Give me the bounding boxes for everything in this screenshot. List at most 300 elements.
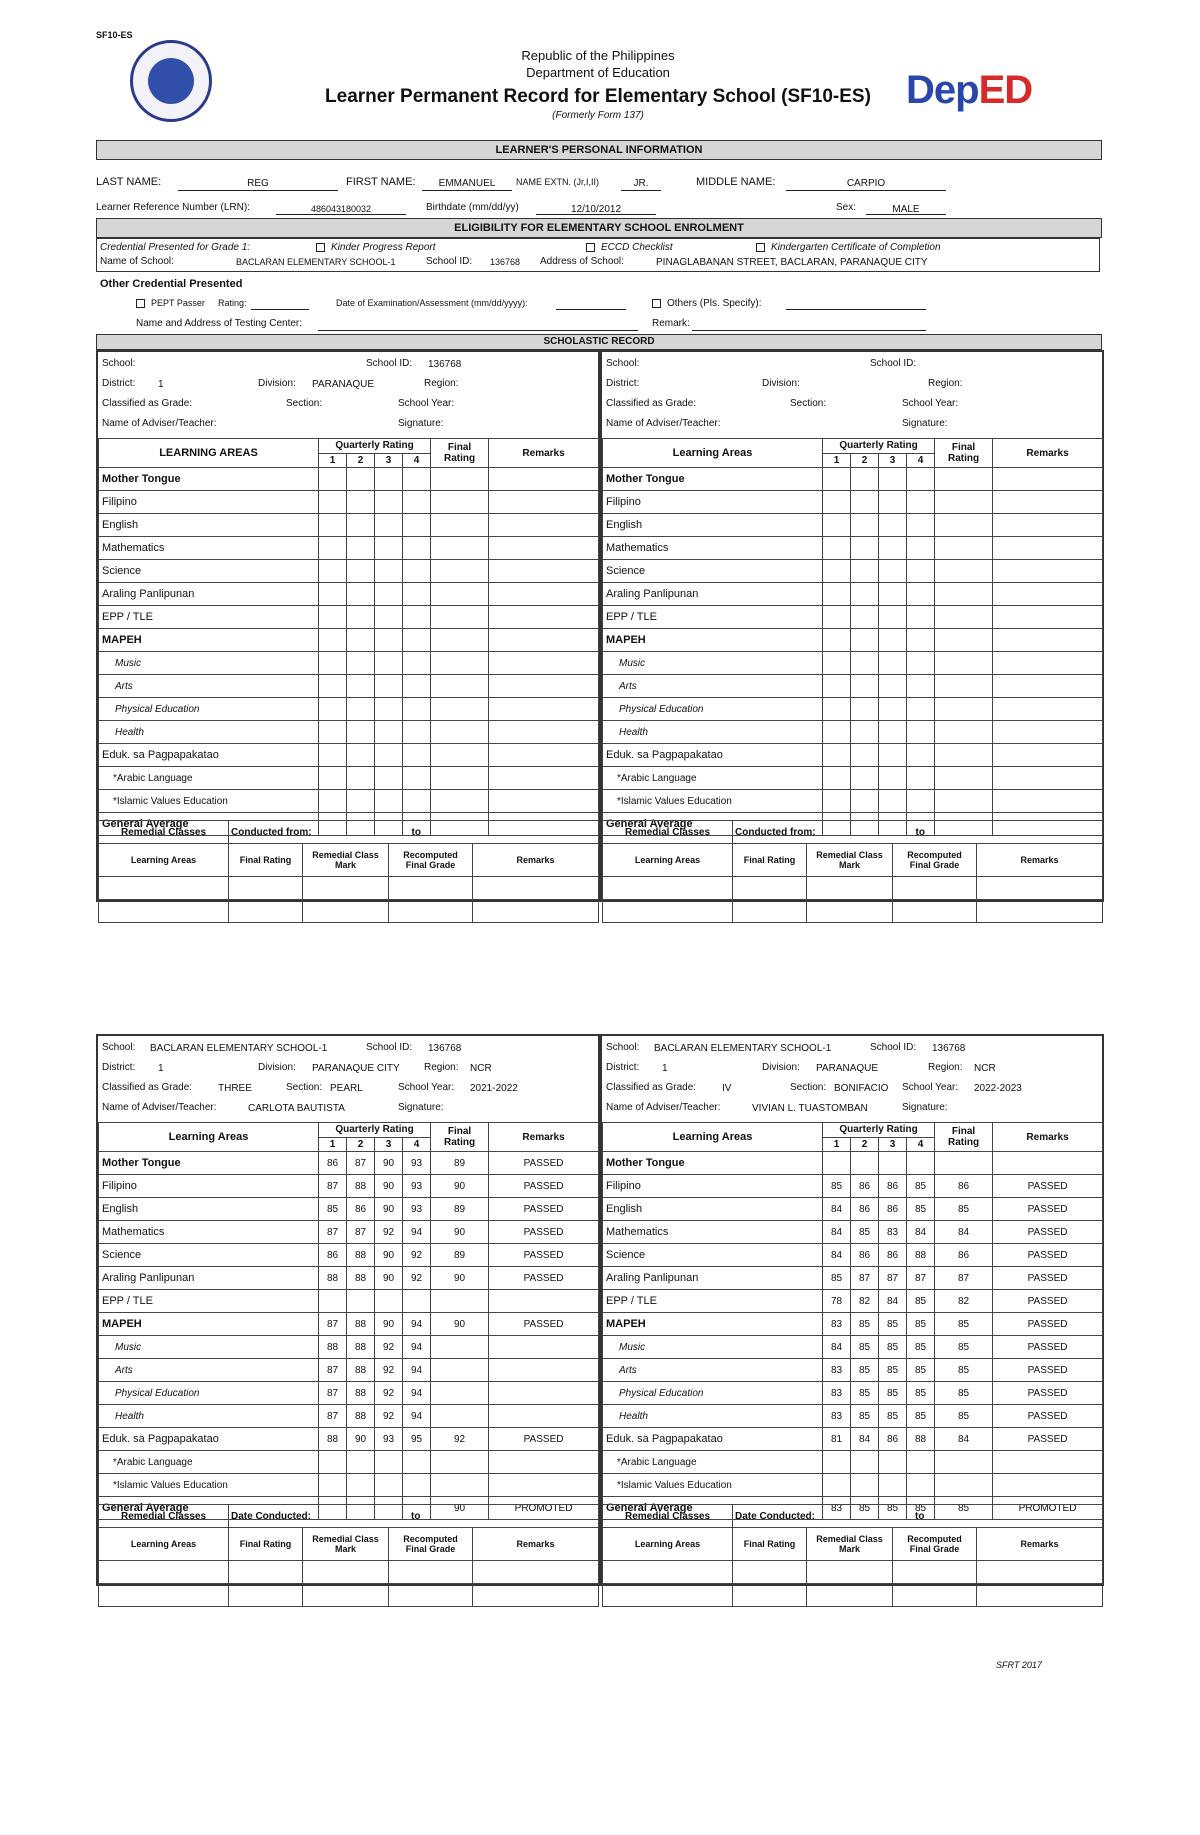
remedial-cell[interactable]	[893, 1584, 977, 1607]
quarter-grade: 84	[823, 1244, 851, 1267]
remedial-row	[99, 1561, 599, 1584]
remedial-cell[interactable]	[807, 900, 893, 923]
remark	[489, 1474, 599, 1497]
subject-name: Araling Panlipunan	[603, 583, 823, 606]
quarter-grade: 92	[375, 1359, 403, 1382]
form-title: Learner Permanent Record for Elementary School (SF10-ES)	[325, 86, 871, 107]
remedial-cell[interactable]	[603, 1561, 733, 1584]
remark	[489, 629, 599, 652]
quarter-grade	[319, 1451, 347, 1474]
section-label: Section:	[790, 1082, 827, 1093]
grade-row	[99, 1175, 599, 1198]
kinder-cert-option: Kindergarten Certificate of Completion	[756, 242, 941, 253]
remark	[993, 560, 1103, 583]
remedial-cell[interactable]	[389, 877, 473, 900]
others-checkbox[interactable]	[652, 299, 661, 308]
subject-name: Health	[99, 721, 319, 744]
kinder-cert-checkbox[interactable]	[756, 243, 765, 252]
quarter-grade	[851, 744, 879, 767]
block-border	[600, 350, 1104, 902]
subject-name: English	[99, 1198, 319, 1221]
remedial-cell[interactable]	[303, 1584, 389, 1607]
conducted-label: Conducted from:	[231, 826, 312, 838]
division-label: Division:	[762, 378, 800, 389]
quarter-grade	[879, 698, 907, 721]
quarter-grade	[851, 491, 879, 514]
quarter-grade: 94	[403, 1382, 431, 1405]
district-value: 1	[158, 1063, 164, 1074]
quarter-grade	[375, 468, 403, 491]
scholastic-header: SCHOLASTIC RECORD	[96, 334, 1102, 350]
quarter-grade: 85	[907, 1497, 935, 1520]
subject-name: Arts	[99, 675, 319, 698]
school-id-label: School ID:	[366, 358, 413, 369]
quarter-grade	[347, 1290, 375, 1313]
grade-value: THREE	[218, 1083, 252, 1094]
school-id-label: School ID:	[366, 1042, 413, 1053]
pept-checkbox[interactable]	[136, 299, 145, 308]
final-rating	[431, 491, 489, 514]
remedial-cell[interactable]	[389, 900, 473, 923]
quarter-grade	[319, 514, 347, 537]
quarter-grade: 86	[319, 1244, 347, 1267]
remedial-header-text: Recomputed	[907, 1534, 962, 1544]
school-value: BACLARAN ELEMENTARY SCHOOL-1	[654, 1043, 832, 1054]
quarter-grade	[375, 560, 403, 583]
remedial-row	[603, 877, 1103, 900]
subject-name: English	[603, 1198, 823, 1221]
remedial-header-text: Remarks	[1020, 855, 1059, 865]
quarter-grade: 94	[403, 1221, 431, 1244]
final-rating	[431, 790, 489, 813]
others-option: Others (Pls. Specify):	[652, 298, 761, 309]
grade-row	[99, 629, 599, 652]
adviser-label: Name of Adviser/Teacher:	[606, 1102, 721, 1113]
quarter-grade	[403, 537, 431, 560]
eligibility-header: ELIGIBILITY FOR ELEMENTARY SCHOOL ENROLMENT	[96, 218, 1102, 238]
quarter-grade: 90	[375, 1267, 403, 1290]
remark-label: Remark:	[652, 318, 690, 329]
final-rating: 90	[431, 1221, 489, 1244]
remark: PASSED	[489, 1198, 599, 1221]
quarter-q1-header: 1	[823, 1137, 851, 1152]
quarter-grade: 83	[823, 1359, 851, 1382]
quarter-grade	[851, 698, 879, 721]
grades-header-row	[603, 1123, 1103, 1138]
quarter-grade: 94	[403, 1336, 431, 1359]
eccd-checkbox[interactable]	[586, 243, 595, 252]
remark	[993, 1474, 1103, 1497]
subject-name: Physical Education	[603, 1382, 823, 1405]
remedial-header-text: Final Rating	[743, 855, 796, 865]
lrn-value: 486043180032	[310, 204, 372, 214]
quarter-grade	[403, 560, 431, 583]
remedial-col-header	[807, 1528, 893, 1561]
grade-value: IV	[722, 1083, 732, 1094]
subject-name: Science	[603, 560, 823, 583]
remedial-col-header	[893, 1528, 977, 1561]
remedial-cell[interactable]	[977, 1561, 1103, 1584]
remedial-col-header	[733, 844, 807, 877]
quarter-grade: 85	[879, 1313, 907, 1336]
quarter-grade	[319, 721, 347, 744]
subject-name: Health	[99, 1405, 319, 1428]
grade-row	[99, 1451, 599, 1474]
final-rating-header	[935, 1123, 993, 1152]
remedial-cell[interactable]	[733, 877, 807, 900]
remedial-cell[interactable]	[893, 900, 977, 923]
pept-option: PEPT Passer	[136, 298, 205, 308]
quarter-grade	[879, 790, 907, 813]
last-name-value: REG	[247, 178, 269, 189]
to-label: to	[915, 1510, 925, 1522]
remedial-cell[interactable]	[977, 1584, 1103, 1607]
subject-name: Physical Education	[99, 1382, 319, 1405]
quarter-q4-header: 4	[403, 453, 431, 468]
quarter-grade: 88	[347, 1336, 375, 1359]
remedial-col-header	[603, 844, 733, 877]
remedial-cell[interactable]	[807, 877, 893, 900]
remedial-cell[interactable]	[473, 1561, 599, 1584]
remark: PASSED	[489, 1175, 599, 1198]
quarter-grade: 78	[823, 1290, 851, 1313]
final-rating: 85	[935, 1405, 993, 1428]
remedial-cell[interactable]	[229, 1561, 303, 1584]
remedial-cell[interactable]	[229, 1584, 303, 1607]
grade-row	[99, 468, 599, 491]
remark	[993, 790, 1103, 813]
final-rating: 90	[431, 1175, 489, 1198]
learning-areas-header: Learning Areas	[99, 1123, 319, 1152]
remedial-cell[interactable]	[733, 900, 807, 923]
grade-row	[99, 491, 599, 514]
remedial-cell[interactable]	[99, 900, 229, 923]
subject-name: MAPEH	[603, 629, 823, 652]
signature-label: Signature:	[902, 1102, 948, 1113]
quarter-grade	[823, 675, 851, 698]
remedial-cell[interactable]	[733, 1561, 807, 1584]
remedial-table	[98, 1504, 599, 1607]
subject-name: Arts	[603, 675, 823, 698]
quarter-grade: 90	[375, 1244, 403, 1267]
quarter-grade	[375, 767, 403, 790]
quarter-grade	[403, 1474, 431, 1497]
final-rating: 92	[431, 1428, 489, 1451]
grade-row	[99, 1221, 599, 1244]
quarter-grade	[375, 721, 403, 744]
quarter-grade: 83	[823, 1313, 851, 1336]
quarter-grade: 93	[403, 1198, 431, 1221]
remedial-row	[603, 1584, 1103, 1607]
remedial-cell[interactable]	[389, 1584, 473, 1607]
remedial-cell[interactable]	[303, 900, 389, 923]
first-name-label: FIRST NAME:	[346, 176, 416, 188]
remark: PASSED	[489, 1267, 599, 1290]
quarter-grade: 88	[907, 1244, 935, 1267]
quarter-grade: 88	[347, 1175, 375, 1198]
quarter-grade	[403, 1290, 431, 1313]
signature-label: Signature:	[398, 418, 444, 429]
subject-name: Music	[603, 1336, 823, 1359]
quarter-grade	[319, 468, 347, 491]
final-rating	[431, 468, 489, 491]
final-rating	[431, 560, 489, 583]
final-rating	[935, 790, 993, 813]
quarter-grade	[907, 1451, 935, 1474]
school-name-label: Name of School:	[100, 256, 174, 267]
quarter-grade: 92	[375, 1382, 403, 1405]
final-rating	[935, 491, 993, 514]
remark	[489, 698, 599, 721]
quarter-grade: 85	[879, 1497, 907, 1520]
remedial-header-text: Final Grade	[909, 1544, 960, 1554]
remark: PASSED	[489, 1221, 599, 1244]
remark	[489, 468, 599, 491]
final-rating	[935, 721, 993, 744]
remedial-cell[interactable]	[603, 900, 733, 923]
grade-row	[99, 537, 599, 560]
quarter-grade	[375, 652, 403, 675]
school-year-label: School Year:	[398, 398, 455, 409]
remedial-cell[interactable]	[99, 877, 229, 900]
block-border	[600, 1034, 1104, 1586]
remark	[489, 491, 599, 514]
remark: PASSED	[993, 1244, 1103, 1267]
quarter-grade: 81	[823, 1428, 851, 1451]
quarter-grade	[851, 1474, 879, 1497]
kinder-checkbox[interactable]	[316, 243, 325, 252]
remedial-cell[interactable]	[473, 877, 599, 900]
remedial-header-text: Remedial Class	[312, 850, 379, 860]
quarter-grade: 87	[851, 1267, 879, 1290]
subject-name: Arts	[603, 1359, 823, 1382]
remark	[489, 1336, 599, 1359]
subject-name: General Average	[603, 813, 823, 836]
quarter-grade: 86	[347, 1198, 375, 1221]
remedial-header-text: Mark	[334, 1544, 356, 1554]
final-rating	[935, 1474, 993, 1497]
quarter-grade: 87	[879, 1267, 907, 1290]
quarter-grade: 88	[907, 1428, 935, 1451]
remedial-cell[interactable]	[303, 877, 389, 900]
remedial-cell[interactable]	[603, 877, 733, 900]
remark	[993, 1152, 1103, 1175]
quarter-grade: 85	[851, 1313, 879, 1336]
quarter-grade	[347, 491, 375, 514]
remedial-col-header	[733, 1528, 807, 1561]
school-year-label: School Year:	[902, 1082, 959, 1093]
remark	[489, 721, 599, 744]
sf10-form	[96, 28, 1104, 1688]
quarter-grade	[403, 583, 431, 606]
quarter-q4-header: 4	[907, 1137, 935, 1152]
quarter-grade	[851, 629, 879, 652]
quarter-grade	[319, 675, 347, 698]
grade-row	[603, 1382, 1103, 1405]
conducted-cell	[733, 821, 1103, 844]
quarter-q2-header: 2	[347, 1137, 375, 1152]
quarter-grade: 90	[375, 1175, 403, 1198]
remarks-header: Remarks	[489, 439, 599, 468]
exam-date-label: Date of Examination/Assessment (mm/dd/yyyy):	[336, 298, 528, 308]
school-id-value: 136768	[428, 1043, 462, 1054]
remedial-cell[interactable]	[99, 1561, 229, 1584]
quarter-grade	[879, 514, 907, 537]
quarter-q2-header: 2	[851, 453, 879, 468]
remark	[489, 606, 599, 629]
quarter-grade	[823, 537, 851, 560]
quarter-grade	[403, 514, 431, 537]
grade-row	[99, 790, 599, 813]
quarter-grade	[851, 790, 879, 813]
sex-label: Sex:	[836, 202, 857, 213]
remedial-cell[interactable]	[733, 1584, 807, 1607]
quarter-q2-header: 2	[347, 453, 375, 468]
quarter-grade	[907, 468, 935, 491]
quarter-grade: 87	[907, 1267, 935, 1290]
subject-name: Mother Tongue	[99, 1152, 319, 1175]
final-rating	[935, 514, 993, 537]
quarter-grade	[879, 468, 907, 491]
block-border	[96, 1034, 600, 1586]
quarter-grade	[347, 744, 375, 767]
remedial-cell[interactable]	[807, 1584, 893, 1607]
quarter-q3-header: 3	[375, 453, 403, 468]
quarter-grade	[907, 629, 935, 652]
quarter-q1-header: 1	[319, 453, 347, 468]
subject-name: Filipino	[99, 1175, 319, 1198]
final-rating: 86	[935, 1244, 993, 1267]
subject-name: Mathematics	[99, 1221, 319, 1244]
remedial-cell[interactable]	[229, 877, 303, 900]
remark	[993, 583, 1103, 606]
remark	[489, 583, 599, 606]
quarter-q1-header: 1	[823, 453, 851, 468]
quarter-grade: 85	[851, 1359, 879, 1382]
subject-name: *Arabic Language	[603, 1451, 823, 1474]
remedial-cell[interactable]	[303, 1561, 389, 1584]
quarter-grade	[823, 629, 851, 652]
sex-value: MALE	[892, 204, 920, 215]
form-subtitle: (Formerly Form 137)	[552, 110, 644, 121]
remedial-header-text: Final Rating	[239, 1539, 292, 1549]
grade-row	[99, 514, 599, 537]
quarter-grade	[375, 583, 403, 606]
remedial-header-text: Mark	[334, 860, 356, 870]
grade-row	[99, 1313, 599, 1336]
quarter-grade	[347, 790, 375, 813]
quarter-grade	[879, 560, 907, 583]
kinder-option: Kinder Progress Report	[316, 242, 436, 253]
quarter-grade	[319, 491, 347, 514]
remedial-col-header	[303, 844, 389, 877]
remedial-col-header	[473, 844, 599, 877]
subject-name: Science	[603, 1244, 823, 1267]
remark	[993, 744, 1103, 767]
quarter-grade: 87	[319, 1405, 347, 1428]
quarter-grade	[375, 1451, 403, 1474]
quarter-grade	[347, 1451, 375, 1474]
subject-name: *Islamic Values Education	[99, 1474, 319, 1497]
quarter-grade	[375, 514, 403, 537]
remedial-header-text: Remarks	[516, 1539, 555, 1549]
grades-header-row	[99, 1123, 599, 1138]
grade-row	[99, 583, 599, 606]
remedial-cell[interactable]	[977, 900, 1103, 923]
subject-name: English	[603, 514, 823, 537]
rating-text: Rating	[947, 453, 980, 464]
final-rating: 85	[935, 1359, 993, 1382]
quarter-grade	[375, 606, 403, 629]
division-label: Division:	[762, 1062, 800, 1073]
grade-row	[99, 1267, 599, 1290]
remedial-cell[interactable]	[389, 1561, 473, 1584]
remedial-classes-label: Remedial Classes	[603, 821, 733, 844]
remark	[993, 652, 1103, 675]
quarter-grade: 93	[403, 1152, 431, 1175]
quarter-grade	[907, 698, 935, 721]
remark: PASSED	[993, 1382, 1103, 1405]
quarter-grade: 83	[823, 1405, 851, 1428]
grades-table	[98, 1122, 599, 1520]
remedial-cell[interactable]	[893, 1561, 977, 1584]
grade-row	[603, 1221, 1103, 1244]
remedial-cell[interactable]	[473, 900, 599, 923]
remark: PASSED	[489, 1244, 599, 1267]
remedial-cell[interactable]	[99, 1584, 229, 1607]
subject-name: *Islamic Values Education	[603, 1474, 823, 1497]
remedial-cell[interactable]	[893, 877, 977, 900]
quarter-grade: 90	[375, 1313, 403, 1336]
subject-name: EPP / TLE	[99, 1290, 319, 1313]
remedial-cell[interactable]	[603, 1584, 733, 1607]
final-rating	[431, 537, 489, 560]
grades-table	[602, 438, 1103, 836]
quarter-grade: 85	[319, 1198, 347, 1221]
remark	[489, 744, 599, 767]
remedial-header-text: Remedial Class	[816, 850, 883, 860]
quarter-grade: 93	[403, 1175, 431, 1198]
remark	[993, 698, 1103, 721]
quarter-grade	[823, 652, 851, 675]
remedial-cell[interactable]	[229, 900, 303, 923]
quarter-grade	[907, 721, 935, 744]
rating-label: Rating:	[218, 298, 247, 308]
remedial-header-text: Learning Areas	[634, 855, 701, 865]
remark: PROMOTED	[489, 1497, 599, 1520]
subject-name: Mathematics	[603, 537, 823, 560]
quarter-grade	[823, 721, 851, 744]
remedial-cell[interactable]	[807, 1561, 893, 1584]
final-rating	[935, 629, 993, 652]
remedial-header-text: Recomputed	[907, 850, 962, 860]
quarter-grade	[319, 767, 347, 790]
school-year-value: 2022-2023	[974, 1083, 1022, 1094]
quarter-grade: 86	[851, 1198, 879, 1221]
quarter-grade: 85	[907, 1313, 935, 1336]
quarter-grade: 88	[347, 1405, 375, 1428]
remark	[489, 1382, 599, 1405]
remedial-col-header	[977, 844, 1103, 877]
remedial-cell[interactable]	[977, 877, 1103, 900]
grade-row	[99, 560, 599, 583]
remedial-cell[interactable]	[473, 1584, 599, 1607]
subject-name: Mother Tongue	[99, 468, 319, 491]
remark: PASSED	[993, 1198, 1103, 1221]
subject-name: Araling Panlipunan	[99, 1267, 319, 1290]
quarter-grade: 87	[319, 1313, 347, 1336]
subject-name: MAPEH	[99, 1313, 319, 1336]
